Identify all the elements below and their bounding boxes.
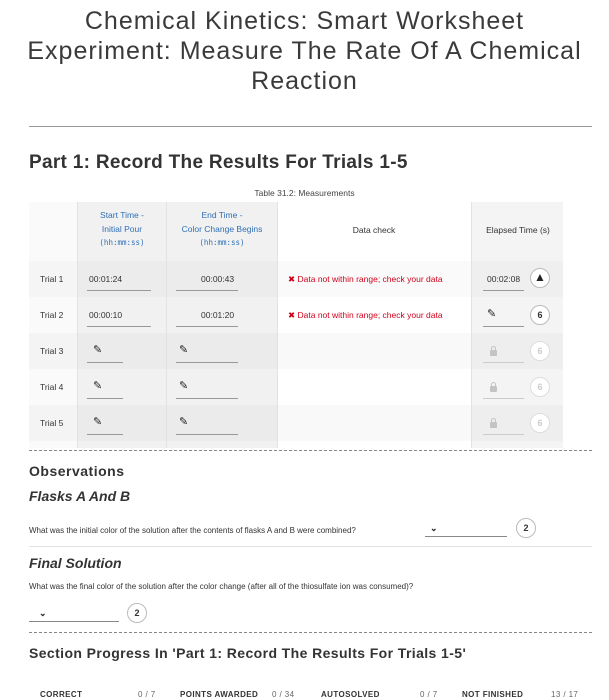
- column-divider: [77, 202, 78, 448]
- trial-label: Trial 2: [40, 310, 64, 320]
- end-time-underline: [176, 398, 238, 399]
- correct-label: CORRECT: [40, 690, 83, 699]
- end-time-underline: [176, 434, 238, 435]
- end-time-underline: [176, 290, 238, 291]
- start-time-header: Start Time - Initial Pour (hh:mm:ss): [99, 210, 145, 247]
- data-check-error: [288, 274, 443, 285]
- flasks-attempts-badge: 2: [516, 518, 536, 538]
- data-check-header: Data check: [352, 225, 396, 235]
- pencil-icon[interactable]: ✎: [179, 380, 189, 392]
- attempts-badge: 6: [530, 377, 550, 397]
- lock-icon: [490, 422, 497, 428]
- start-time-value[interactable]: 00:00:10: [89, 310, 123, 320]
- row-bg: [29, 333, 563, 369]
- page-title: Chemical Kinetics: Smart Worksheet Experiment: Measure The Rate Of A Chemical Reaction: [27, 7, 582, 95]
- autosolved-label: AUTOSOLVED: [321, 690, 380, 699]
- data-check-error: [288, 310, 443, 321]
- start-time-underline: [87, 326, 151, 327]
- start-time-value[interactable]: 00:01:24: [89, 274, 123, 284]
- column-divider: [471, 202, 472, 448]
- section-divider: [29, 632, 592, 633]
- start-time-underline: [87, 290, 151, 291]
- attempts-badge: 6: [530, 305, 550, 325]
- pencil-icon[interactable]: ✎: [93, 380, 103, 392]
- elapsed-underline: [483, 290, 524, 291]
- row-bg: [29, 405, 563, 441]
- error-x-icon: ✖: [288, 310, 296, 320]
- title-divider: [29, 126, 592, 127]
- pencil-icon[interactable]: ✎: [93, 344, 103, 356]
- correct-value: 0 / 7: [138, 690, 156, 699]
- measurements-table: [29, 202, 563, 448]
- progress-heading: Section Progress In 'Part 1: Record The Results For Trials 1-5': [29, 645, 467, 661]
- chevron-down-icon: ⌄: [430, 523, 438, 533]
- not-finished-label: NOT FINISHED: [462, 690, 524, 699]
- pencil-icon[interactable]: ✎: [487, 308, 497, 320]
- elapsed-underline: [483, 398, 524, 399]
- end-time-header: End Time - Color Change Begins (hh:mm:ss): [181, 210, 263, 247]
- chevron-down-icon: ⌄: [39, 608, 47, 618]
- trial-label: Trial 4: [40, 382, 64, 392]
- end-time-underline: [176, 362, 238, 363]
- final-solution-heading: Final Solution: [29, 555, 122, 571]
- end-time-underline: [176, 326, 238, 327]
- elapsed-time-value[interactable]: 00:02:08: [487, 274, 521, 284]
- part-heading: Part 1: Record The Results For Trials 1-5: [29, 152, 408, 173]
- final-color-select[interactable]: [29, 608, 119, 622]
- start-time-underline: [87, 398, 123, 399]
- flasks-heading: Flasks A And B: [29, 488, 131, 504]
- section-divider: [29, 450, 592, 451]
- elapsed-underline: [483, 326, 524, 327]
- error-text: Data not within range; check your data: [297, 310, 443, 320]
- lock-icon: [490, 386, 497, 392]
- table-caption: Table 31.2: Measurements: [254, 188, 355, 198]
- not-finished-value: 13 / 17: [551, 690, 579, 699]
- column-divider: [277, 202, 278, 448]
- end-time-value[interactable]: 00:01:20: [201, 310, 235, 320]
- points-value: 0 / 34: [272, 690, 295, 699]
- start-time-underline: [87, 434, 123, 435]
- column-divider: [166, 202, 167, 448]
- trial-label: Trial 5: [40, 418, 64, 428]
- end-time-value[interactable]: 00:00:43: [201, 274, 235, 284]
- pencil-icon[interactable]: ✎: [179, 344, 189, 356]
- lock-icon: [490, 350, 497, 356]
- pencil-icon[interactable]: ✎: [179, 416, 189, 428]
- start-time-underline: [87, 362, 123, 363]
- error-text: Data not within range; check your data: [297, 274, 443, 284]
- warning-icon: ▲: [534, 270, 546, 284]
- trial-label: Trial 1: [40, 274, 64, 284]
- elapsed-underline: [483, 434, 524, 435]
- attempts-badge: 6: [530, 413, 550, 433]
- trial-label: Trial 3: [40, 346, 64, 356]
- flasks-question: What was the initial color of the solution after the contents of flasks A and B were combined?: [29, 526, 356, 535]
- question-divider: [29, 546, 592, 547]
- elapsed-time-header: Elapsed Time (s): [486, 225, 550, 235]
- error-x-icon: ✖: [288, 274, 296, 284]
- flasks-color-select[interactable]: [425, 523, 507, 537]
- observations-heading: Observations: [29, 463, 125, 479]
- points-label: POINTS AWARDED: [180, 690, 259, 699]
- elapsed-underline: [483, 362, 524, 363]
- final-attempts-badge: 2: [127, 603, 147, 623]
- pencil-icon[interactable]: ✎: [93, 416, 103, 428]
- final-question: What was the final color of the solution after the color change (after all of the thiosulfate ion was consumed)?: [29, 582, 414, 591]
- warning-badge[interactable]: [530, 268, 550, 288]
- attempts-badge: 6: [530, 341, 550, 361]
- autosolved-value: 0 / 7: [420, 690, 438, 699]
